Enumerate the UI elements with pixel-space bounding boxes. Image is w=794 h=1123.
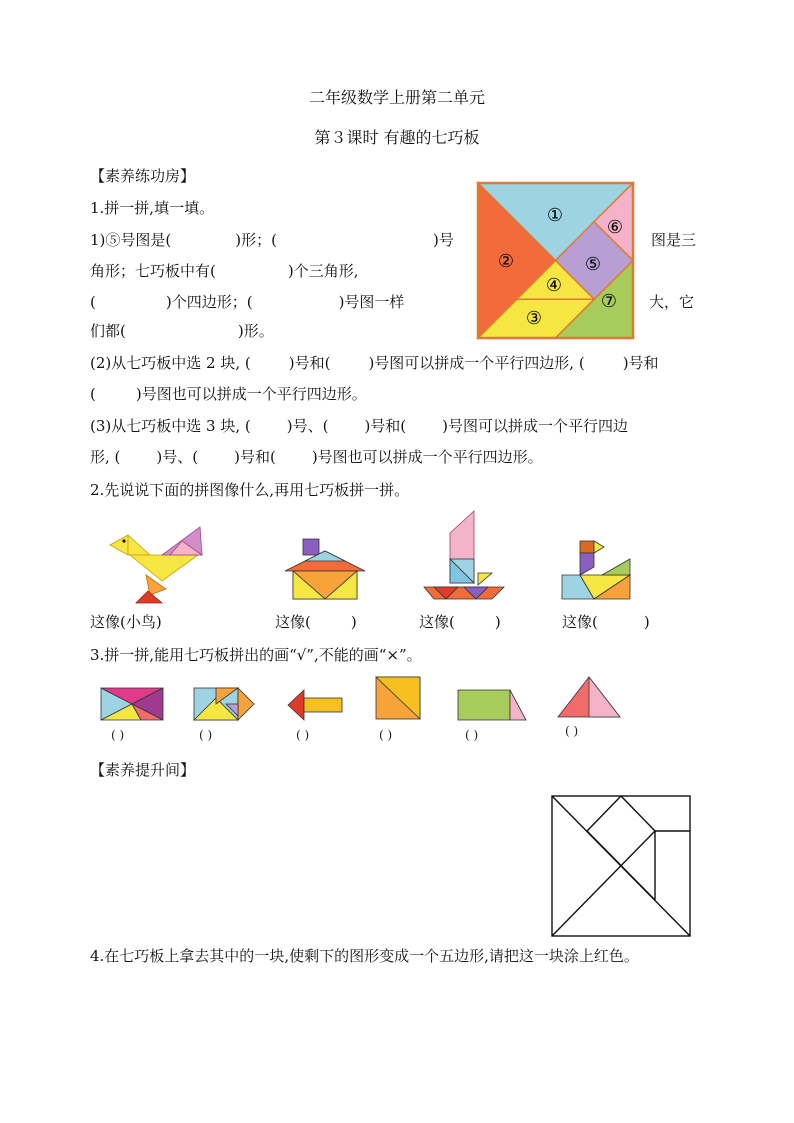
q1-line2 (90, 261, 358, 281)
section-label-advanced: 【素养提升间】 (90, 761, 196, 779)
q1-l2a: 角形；七巧板中有( (90, 262, 216, 280)
q1-l1b: )形；( (235, 231, 277, 249)
q1-l3b: )个四边形；( (165, 293, 253, 311)
caption-boat (419, 612, 501, 632)
q3-shape-e (458, 690, 526, 720)
piece-label-2: ② (497, 251, 515, 272)
q1-p2f: )号图也可以拼成一个平行四边形。 (135, 385, 367, 403)
page-title: 二年级数学上册第二单元 (308, 88, 485, 107)
piece-label-4: ④ (545, 275, 563, 296)
q1-l4b: )形。 (237, 322, 274, 340)
q3-answer-b[interactable]: ( ) (199, 728, 213, 742)
sailboat-figure (420, 507, 504, 603)
tangram-outline-figure[interactable] (552, 796, 690, 936)
house-figure (285, 537, 365, 601)
caption-duck (562, 612, 650, 632)
q1-line3 (90, 292, 404, 312)
q1-part3-line1 (90, 416, 628, 436)
q1-p3g: )号和( (234, 448, 276, 466)
q1-l1c: )号 (432, 231, 454, 249)
q1-p3c: )号和( (364, 417, 407, 435)
q1-line1 (90, 230, 454, 250)
duck-figure (562, 537, 632, 601)
q1-p2c: )号图可以拼成一个平行四边形, ( (368, 354, 585, 372)
tangram-colored-figure (478, 183, 633, 338)
caption-house (275, 612, 357, 632)
section-label-practice: 【素养练功房】 (90, 167, 196, 185)
q3-shape-d (376, 677, 420, 719)
q3-shape-c (288, 690, 342, 720)
bird-figure (110, 523, 210, 603)
piece-label-1: ① (546, 205, 564, 226)
q1-l4a: 们都( (90, 322, 126, 340)
caption-boat-text: 这像( (419, 613, 455, 631)
piece-label-7: ⑦ (600, 291, 618, 312)
q1-l2b: )个三角形, (287, 262, 359, 280)
q1-intro: 1.拼一拼,填一填。 (90, 199, 215, 217)
q3-intro: 3.拼一拼,能用七巧板拼出的画“√”,不能的画“×”。 (90, 646, 422, 664)
q1-part2-line2 (90, 384, 367, 404)
q3-answer-e[interactable]: ( ) (465, 728, 479, 742)
caption-close: ) (494, 613, 501, 631)
q1-line4 (90, 321, 274, 341)
q2-intro: 2.先说说下面的拼图像什么,再用七巧板拼一拼。 (90, 481, 410, 499)
q3-shape-f (558, 677, 620, 717)
q1-l1d: 图是三 (651, 231, 697, 249)
caption-duck-text: 这像( (562, 613, 598, 631)
q1-p3b: )号、( (286, 417, 329, 435)
q4-text: 4.在七巧板上拿去其中的一块,使剩下的图形变成一个五边形,请把这一块涂上红色。 (90, 947, 639, 965)
lesson-subtitle: 第３课时 有趣的七巧板 (314, 128, 480, 147)
q1-p3d: )号图可以拼成一个平行四边 (442, 417, 629, 435)
piece-label-5: ⑤ (584, 254, 602, 275)
q3-shape-b (194, 688, 254, 720)
q1-p2d: )号和 (622, 354, 659, 372)
q1-l3a: ( (90, 293, 96, 311)
q1-part3-line2 (90, 447, 543, 467)
q1-p3e: 形, ( (90, 448, 121, 466)
caption-bird: 这像(小鸟) (90, 613, 162, 631)
q1-l3d: 大，它 (649, 293, 695, 311)
caption-close: ) (350, 613, 357, 631)
q1-l3c: )号图一样 (338, 293, 405, 311)
q1-p2b: )号和( (288, 354, 331, 372)
q3-answer-f[interactable]: ( ) (565, 724, 579, 738)
q1-p2a: (2)从七巧板中选 2 块, ( (90, 354, 251, 372)
caption-close: ) (643, 613, 650, 631)
piece-label-3: ③ (525, 308, 543, 329)
q1-part2-line1 (90, 353, 659, 373)
q1-p3f: )号、( (156, 448, 199, 466)
q1-p3a: (3)从七巧板中选 3 块, ( (90, 417, 251, 435)
q3-answer-c[interactable]: ( ) (296, 728, 310, 742)
piece-label-6: ⑥ (606, 217, 624, 238)
q1-l1a: 1)⑤号图是( (90, 231, 172, 249)
q3-shape-a (101, 688, 163, 720)
caption-house-text: 这像( (275, 613, 311, 631)
q1-p3h: )号图也可以拼成一个平行四边形。 (311, 448, 543, 466)
q1-p2e: ( (90, 385, 96, 403)
q3-answer-a[interactable]: ( ) (111, 728, 125, 742)
q3-answer-d[interactable]: ( ) (379, 728, 393, 742)
